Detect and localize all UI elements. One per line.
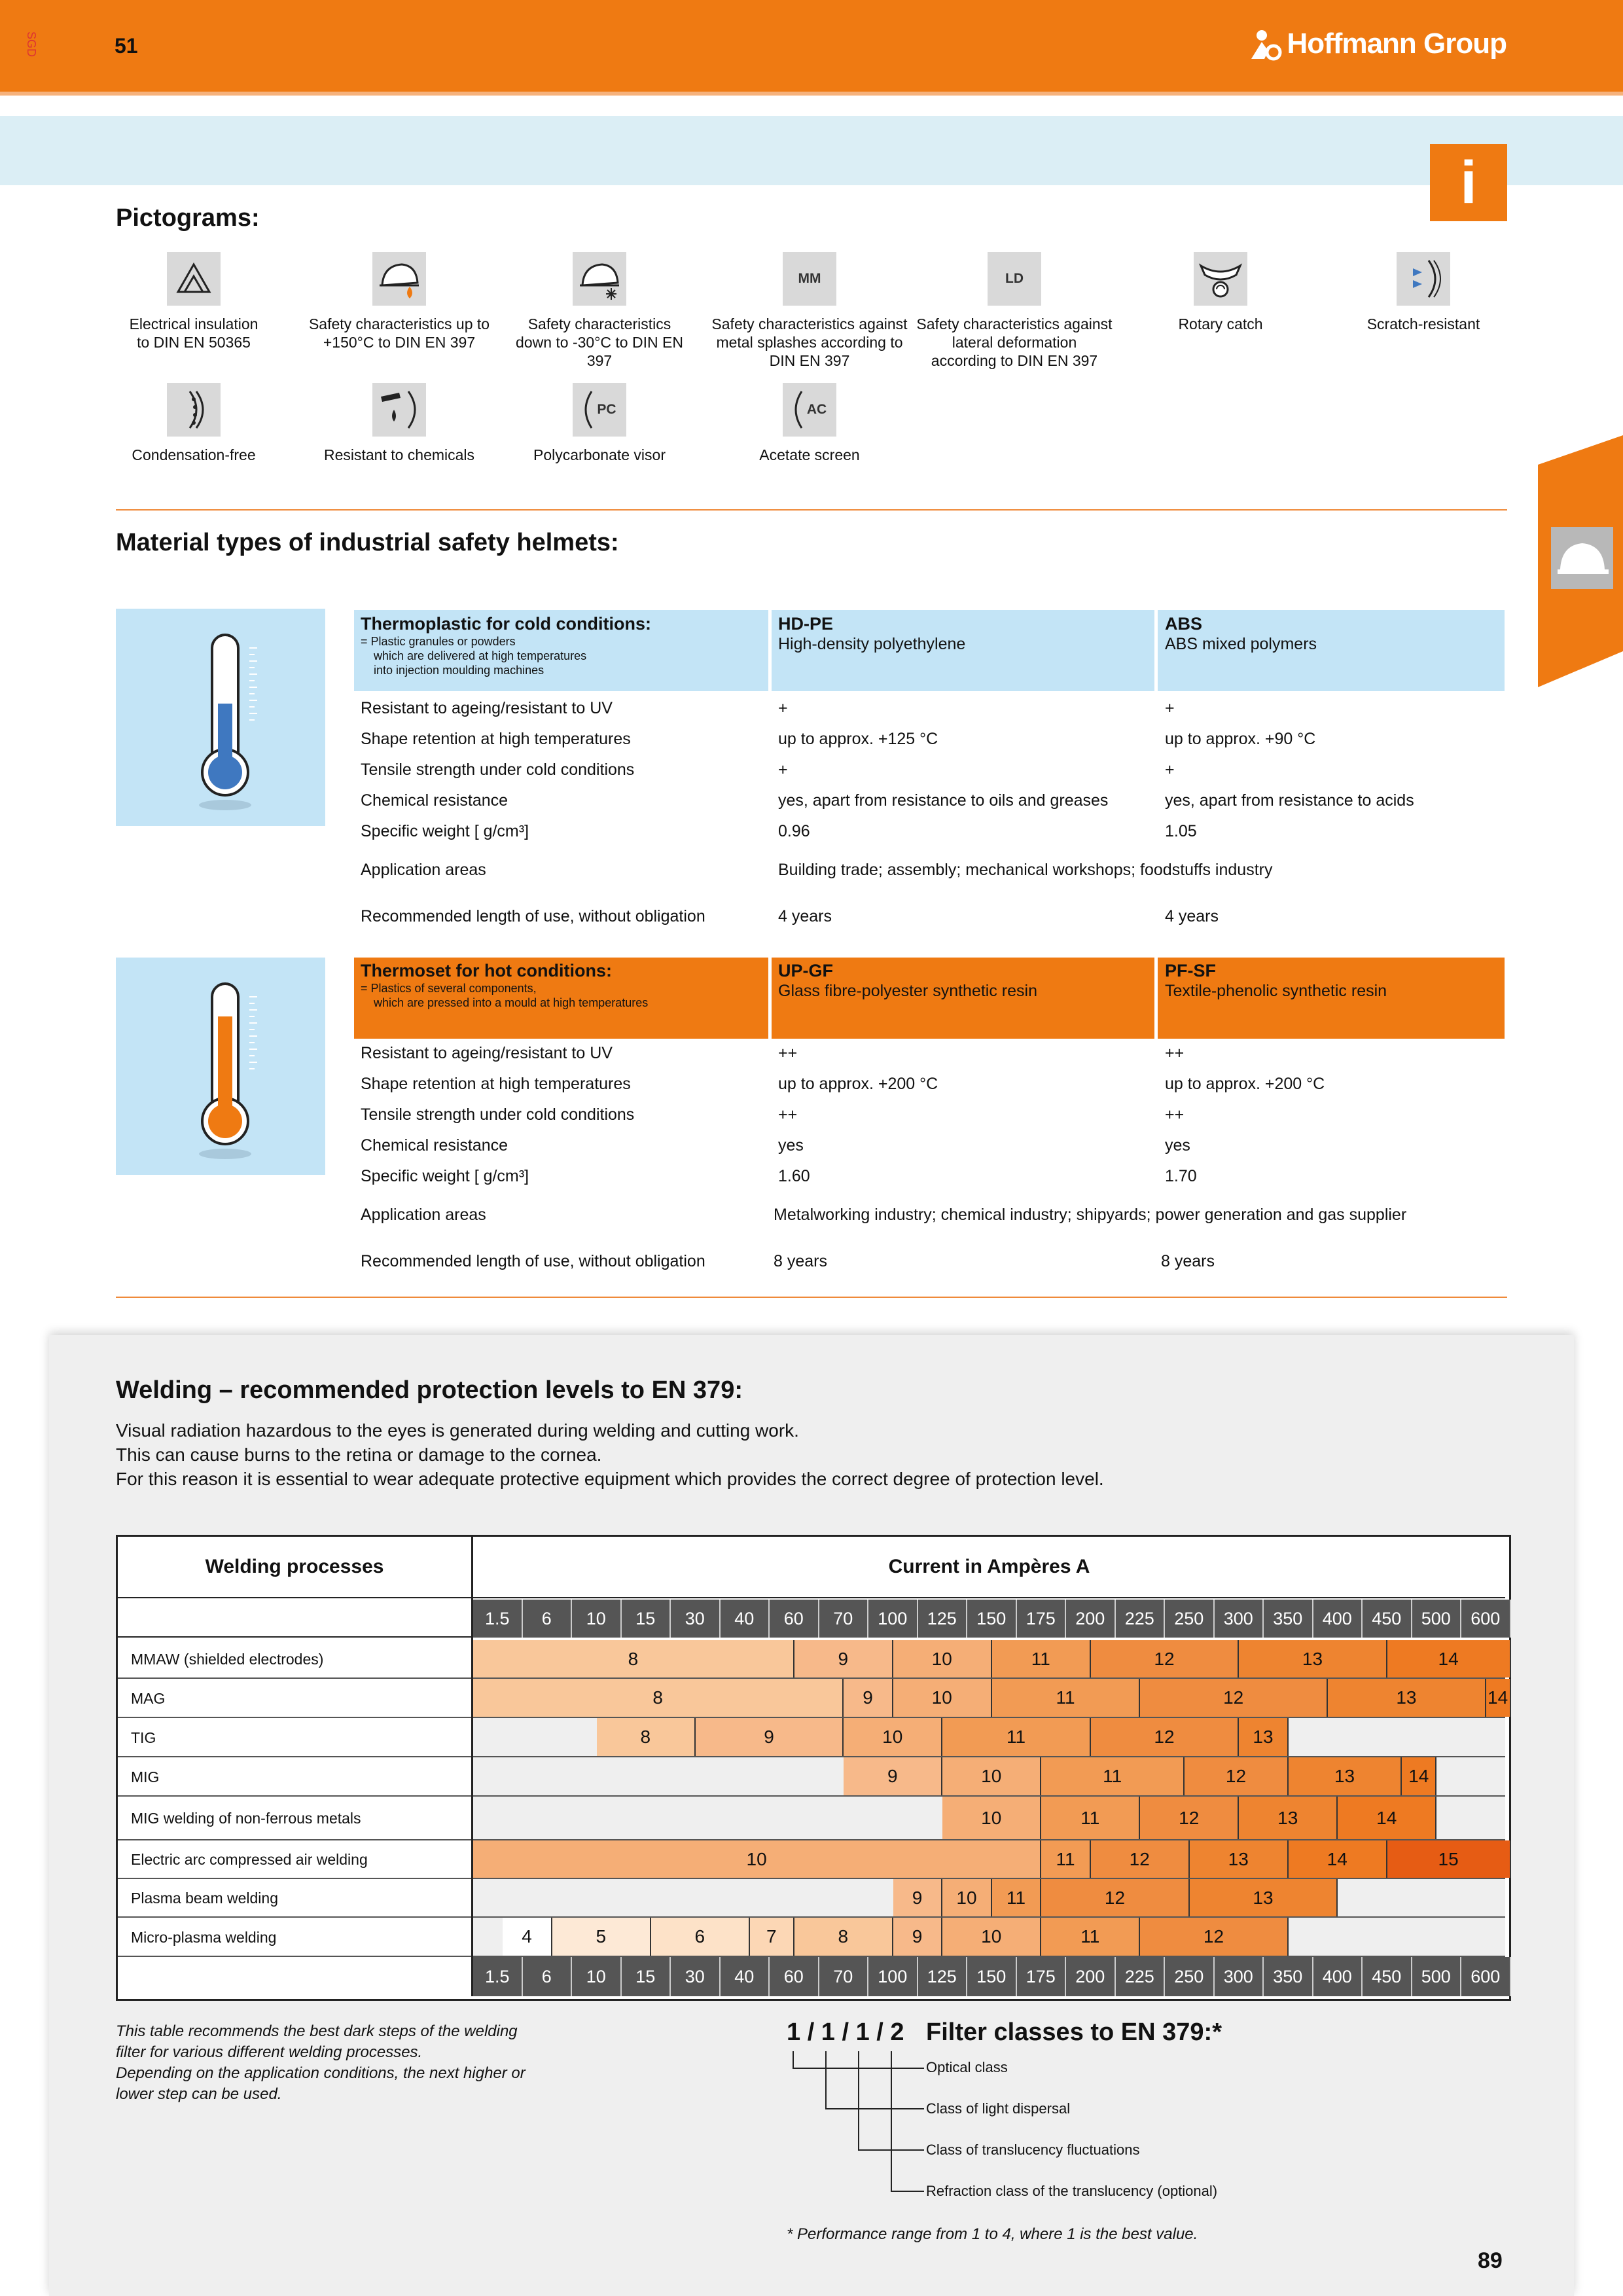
property-label: Shape retention at high temperatures — [361, 1075, 631, 1093]
electrical-insulation-icon — [167, 252, 221, 306]
current-tick-top: 15 — [622, 1600, 671, 1638]
process-name: MAG — [131, 1689, 166, 1707]
hoffmann-logo-icon — [1249, 29, 1283, 62]
protection-level-cell: 13 — [1239, 1718, 1289, 1756]
property-value: + — [778, 761, 788, 779]
current-tick-bottom: 200 — [1066, 1957, 1116, 1996]
current-tick-bottom: 300 — [1215, 1957, 1264, 1996]
property-value: yes, apart from resistance to acids — [1165, 791, 1414, 810]
filter-class-code: 1 / 1 / 1 / 2 — [787, 2018, 904, 2046]
section-divider — [116, 1297, 1507, 1298]
property-label: Shape retention at high temperatures — [361, 730, 631, 748]
property-label: Chemical resistance — [361, 1136, 508, 1155]
filter-class-item: Class of light dispersal — [926, 2100, 1071, 2117]
hot-heading: Thermoset for hot conditions: = Plastics of several components, which are pressed into a mould at high temperatures — [361, 961, 649, 1009]
current-tick-bottom: 40 — [721, 1957, 770, 1996]
current-tick-top: 40 — [721, 1600, 770, 1638]
pictogram-label: Safety characteristics against — [916, 315, 1113, 332]
current-tick-top: 500 — [1412, 1600, 1462, 1638]
usage-value: 8 years — [774, 1252, 827, 1270]
lateral-deformation-icon — [988, 252, 1041, 306]
protection-level-cell: 13 — [1190, 1840, 1289, 1878]
pictogram-label: Polycarbonate visor — [533, 446, 666, 463]
pictogram-item — [96, 383, 292, 464]
protection-level-cell: 13 — [1289, 1757, 1402, 1795]
chemical-resistant-icon — [372, 383, 426, 437]
pictogram-label: Condensation-free — [132, 446, 256, 463]
process-column-header: Welding processes — [118, 1537, 473, 1598]
thermometer-cold-icon — [116, 609, 325, 826]
hot-col2-header: PF-SF Textile-phenolic synthetic resin — [1165, 961, 1387, 1000]
protection-level-cell: 11 — [1041, 1757, 1185, 1795]
protection-level-cell: 10 — [893, 1679, 992, 1717]
table-note: This table recommends the best dark steps of the welding filter for various different welding processes. Depending on the application conditions, the next higher or lower step can be used. — [116, 2022, 526, 2103]
metal-splash-icon — [783, 252, 836, 306]
process-name: TIG — [131, 1729, 156, 1746]
protection-level-cell: 14 — [1387, 1640, 1511, 1677]
cold-col1-header: HD-PE High-density polyethylene — [778, 614, 966, 653]
property-label: Tensile strength under cold conditions — [361, 761, 635, 779]
property-value: + — [778, 699, 788, 717]
current-tick-top: 30 — [671, 1600, 721, 1638]
process-name: Electric arc compressed air welding — [131, 1851, 368, 1868]
pictogram-label: Rotary catch — [1178, 315, 1263, 332]
pictogram-code: LD — [1005, 271, 1024, 286]
pictogram-item — [301, 383, 497, 464]
protection-level-cell: 6 — [651, 1918, 750, 1956]
process-name: MIG welding of non-ferrous metals — [131, 1810, 361, 1827]
column-divider — [471, 1598, 473, 1957]
current-tick-top: 200 — [1066, 1600, 1116, 1638]
protection-level-cell: 8 — [794, 1918, 893, 1956]
property-value: ++ — [1165, 1105, 1185, 1124]
usage-value: 8 years — [1161, 1252, 1215, 1270]
protection-level-cell: 11 — [1041, 1918, 1140, 1956]
pictogram-item — [711, 383, 908, 464]
property-label: Specific weight [ g/cm³] — [361, 1167, 529, 1185]
pictogram-label: according to DIN EN 397 — [931, 352, 1098, 369]
current-tick-top: 250 — [1165, 1600, 1215, 1638]
pictogram-label: metal splashes according to — [716, 334, 903, 351]
info-icon: i — [1430, 144, 1507, 221]
pictogram-label: to DIN EN 50365 — [137, 334, 251, 351]
property-label: Specific weight [ g/cm³] — [361, 822, 529, 840]
protection-level-cell: 13 — [1239, 1797, 1338, 1839]
protection-level-cell: 12 — [1185, 1757, 1289, 1795]
pictogram-code: AC — [806, 402, 827, 417]
protection-level-cell: 11 — [942, 1718, 1091, 1756]
property-value: yes — [1165, 1136, 1190, 1155]
protection-level-cell: 13 — [1328, 1679, 1486, 1717]
current-tick-bottom: 250 — [1165, 1957, 1215, 1996]
protection-level-cell: 11 — [992, 1679, 1141, 1717]
protection-level-cell: 12 — [1091, 1718, 1240, 1756]
section-divider — [116, 509, 1507, 511]
property-value: + — [1165, 761, 1175, 779]
scratch-resistant-icon — [1397, 252, 1450, 306]
polycarbonate-visor-icon — [573, 383, 626, 437]
property-value: + — [1165, 699, 1175, 717]
protection-level-cell: 11 — [992, 1879, 1042, 1916]
current-tick-top: 225 — [1116, 1600, 1166, 1638]
pictogram-label: Safety characteristics up to — [308, 315, 490, 332]
filter-footnote: * Performance range from 1 to 4, where 1 is the best value. — [787, 2225, 1198, 2243]
current-tick-bottom: 400 — [1313, 1957, 1363, 1996]
property-label: Resistant to ageing/resistant to UV — [361, 699, 613, 717]
current-tick-bottom: 600 — [1461, 1957, 1511, 1996]
high-temperature-helmet-icon — [372, 252, 426, 306]
application-label: Application areas — [361, 861, 486, 879]
rotary-catch-icon — [1194, 252, 1247, 306]
protection-level-cell: 9 — [844, 1757, 942, 1795]
property-value: yes, apart from resistance to oils and greases — [778, 791, 1109, 810]
header-divider — [0, 92, 1623, 96]
current-tick-bottom: 60 — [770, 1957, 819, 1996]
current-tick-bottom: 175 — [1017, 1957, 1067, 1996]
tick-spacer-bottom — [118, 1957, 473, 1996]
process-name: Plasma beam welding — [131, 1890, 279, 1907]
welding-intro-line: This can cause burns to the retina or damage to the cornea. — [116, 1444, 602, 1465]
welding-protection-table — [116, 1535, 1511, 2001]
pictogram-code: MM — [798, 271, 821, 286]
current-tick-top: 300 — [1215, 1600, 1264, 1638]
current-tick-top: 600 — [1461, 1600, 1511, 1638]
current-tick-top: 10 — [572, 1600, 622, 1638]
protection-level-cell: 9 — [794, 1640, 893, 1677]
protection-level-cell: 10 — [942, 1879, 992, 1916]
pictogram-code: PC — [597, 402, 616, 417]
protection-level-cell: 10 — [473, 1840, 1041, 1878]
pictogram-label: Safety characteristics — [527, 315, 671, 332]
current-tick-top: 70 — [819, 1600, 869, 1638]
protection-level-cell: 12 — [1140, 1679, 1328, 1717]
current-tick-bottom: 150 — [967, 1957, 1017, 1996]
side-code: SGD — [25, 31, 38, 58]
protection-level-cell: 12 — [1091, 1840, 1190, 1878]
condensation-free-icon — [167, 383, 221, 437]
filter-class-title: Filter classes to EN 379:* — [926, 2018, 1222, 2046]
protection-level-cell: 10 — [844, 1718, 942, 1756]
pictogram-label: Safety characteristics against — [711, 315, 908, 332]
pictogram-item — [711, 252, 908, 370]
materials-title: Material types of industrial safety helmets: — [116, 529, 619, 556]
process-name: MIG — [131, 1768, 160, 1785]
pictogram-item — [1325, 252, 1522, 333]
welding-title: Welding – recommended protection levels to EN 379: — [116, 1376, 743, 1404]
protection-level-cell: 14 — [1289, 1840, 1387, 1878]
usage-label: Recommended length of use, without obligation — [361, 907, 705, 925]
current-tick-bottom: 225 — [1116, 1957, 1166, 1996]
filter-class-item: Class of translucency fluctuations — [926, 2142, 1140, 2158]
helmet-category-tab[interactable] — [1538, 435, 1623, 687]
protection-level-cell: 13 — [1239, 1640, 1387, 1677]
protection-level-cell: 13 — [1190, 1879, 1338, 1916]
pictogram-item — [301, 252, 497, 351]
protection-level-cell: 8 — [597, 1718, 696, 1756]
application-label: Application areas — [361, 1206, 486, 1224]
protection-level-cell: 12 — [1091, 1640, 1240, 1677]
protection-level-cell: 11 — [1041, 1840, 1091, 1878]
usage-value: 4 years — [1165, 907, 1219, 925]
current-tick-bottom: 30 — [671, 1957, 721, 1996]
current-tick-bottom: 1.5 — [473, 1957, 523, 1996]
cold-thermometer-panel — [116, 609, 325, 826]
protection-level-cell: 10 — [942, 1918, 1041, 1956]
current-tick-bottom: 10 — [572, 1957, 622, 1996]
protection-level-cell: 14 — [1402, 1757, 1436, 1795]
filter-class-connector — [785, 2049, 929, 2206]
pictogram-label: DIN EN 397 — [769, 352, 850, 369]
thermometer-hot-icon — [116, 958, 325, 1175]
current-tick-top: 350 — [1264, 1600, 1313, 1638]
property-value: up to approx. +200 °C — [778, 1075, 938, 1093]
pictogram-item — [501, 252, 698, 370]
protection-level-cell: 8 — [473, 1640, 794, 1677]
property-value: yes — [778, 1136, 804, 1155]
current-tick-top: 400 — [1313, 1600, 1363, 1638]
pictogram-label: Scratch-resistant — [1366, 315, 1480, 332]
protection-level-cell: 9 — [696, 1718, 844, 1756]
current-tick-top: 150 — [967, 1600, 1017, 1638]
current-tick-bottom: 6 — [523, 1957, 573, 1996]
low-temperature-helmet-icon — [573, 252, 626, 306]
pictogram-label: lateral deformation — [952, 334, 1077, 351]
protection-level-cell: 14 — [1338, 1797, 1436, 1839]
protection-level-cell: 12 — [1041, 1879, 1190, 1916]
welding-intro-line: Visual radiation hazardous to the eyes is generated during welding and cutting work. — [116, 1420, 799, 1441]
current-tick-top: 175 — [1017, 1600, 1067, 1638]
property-label: Chemical resistance — [361, 791, 508, 810]
pictogram-item — [916, 252, 1113, 370]
pictogram-label: +150°C to DIN EN 397 — [323, 334, 476, 351]
pictogram-item — [501, 383, 698, 464]
application-value: Metalworking industry; chemical industry; shipyards; power generation and gas supplier — [774, 1206, 1407, 1224]
protection-level-cell: 10 — [942, 1797, 1041, 1839]
property-value: ++ — [778, 1044, 798, 1062]
current-tick-top: 1.5 — [473, 1600, 523, 1638]
current-tick-bottom: 70 — [819, 1957, 869, 1996]
current-tick-top: 6 — [523, 1600, 573, 1638]
brand-logo — [1249, 27, 1507, 62]
protection-level-cell: 9 — [893, 1879, 943, 1916]
cold-col2-header: ABS ABS mixed polymers — [1165, 614, 1317, 653]
pictogram-label: Electrical insulation — [129, 315, 259, 332]
current-tick-bottom: 500 — [1412, 1957, 1462, 1996]
current-tick-bottom: 125 — [918, 1957, 968, 1996]
current-tick-bottom: 350 — [1264, 1957, 1313, 1996]
cold-heading: Thermoplastic for cold conditions: = Plastic granules or powders which are delivered at high temperatures into injection moulding machines — [361, 614, 652, 677]
current-column-header: Current in Ampères A — [473, 1537, 1505, 1598]
property-value: up to approx. +125 °C — [778, 730, 938, 748]
pictogram-label: down to -30°C to DIN EN 397 — [516, 334, 683, 369]
protection-level-cell: 7 — [750, 1918, 794, 1956]
property-value: up to approx. +200 °C — [1165, 1075, 1325, 1093]
protection-level-cell: 14 — [1486, 1679, 1511, 1717]
usage-value: 4 years — [778, 907, 832, 925]
page-number: 89 — [1478, 2248, 1503, 2273]
current-tick-top: 100 — [868, 1600, 918, 1638]
application-value: Building trade; assembly; mechanical workshops; foodstuffs industry — [778, 861, 1273, 879]
pictogram-item — [1122, 252, 1319, 333]
property-value: 0.96 — [778, 822, 810, 840]
process-name: Micro-plasma welding — [131, 1928, 277, 1946]
brand-name: Hoffmann Group — [1287, 27, 1507, 60]
protection-level-cell: 5 — [552, 1918, 651, 1956]
usage-label: Recommended length of use, without obligation — [361, 1252, 705, 1270]
current-tick-bottom: 15 — [622, 1957, 671, 1996]
property-value: 1.05 — [1165, 822, 1197, 840]
property-value: 1.60 — [778, 1167, 810, 1185]
pictogram-item — [96, 252, 292, 351]
welding-intro-line: For this reason it is essential to wear adequate protective equipment which provides the correct degree of protection level. — [116, 1469, 1104, 1489]
current-tick-top: 125 — [918, 1600, 968, 1638]
current-tick-bottom: 450 — [1363, 1957, 1412, 1996]
hot-thermometer-panel — [116, 958, 325, 1175]
protection-level-cell: 12 — [1140, 1797, 1239, 1839]
pictogram-label: Resistant to chemicals — [323, 446, 475, 463]
protection-level-cell: 10 — [893, 1640, 992, 1677]
pictogram-label: Acetate screen — [759, 446, 860, 463]
protection-level-cell: 11 — [1041, 1797, 1140, 1839]
protection-level-cell: 15 — [1387, 1840, 1511, 1878]
filter-class-item: Refraction class of the translucency (optional) — [926, 2183, 1218, 2199]
pictograms-title: Pictograms: — [116, 204, 260, 232]
catalog-page-number: 51 — [115, 34, 138, 58]
protection-level-cell: 12 — [1140, 1918, 1289, 1956]
protection-level-cell: 9 — [893, 1918, 943, 1956]
section-band — [0, 116, 1623, 185]
protection-level-cell: 10 — [942, 1757, 1041, 1795]
property-label: Resistant to ageing/resistant to UV — [361, 1044, 613, 1062]
protection-level-cell: 9 — [844, 1679, 893, 1717]
protection-level-cell: 4 — [503, 1918, 552, 1956]
tick-spacer-top — [118, 1598, 473, 1638]
property-label: Tensile strength under cold conditions — [361, 1105, 635, 1124]
acetate-screen-icon — [783, 383, 836, 437]
protection-level-cell: 11 — [992, 1640, 1091, 1677]
filter-class-item: Optical class — [926, 2059, 1008, 2075]
property-value: ++ — [1165, 1044, 1185, 1062]
current-tick-bottom: 100 — [868, 1957, 918, 1996]
current-tick-top: 60 — [770, 1600, 819, 1638]
protection-level-cell: 8 — [473, 1679, 844, 1717]
current-tick-top: 450 — [1363, 1600, 1412, 1638]
process-name: MMAW (shielded electrodes) — [131, 1651, 324, 1668]
property-value: up to approx. +90 °C — [1165, 730, 1316, 748]
property-value: ++ — [778, 1105, 798, 1124]
hot-col1-header: UP-GF Glass fibre-polyester synthetic resin — [778, 961, 1037, 1000]
property-value: 1.70 — [1165, 1167, 1197, 1185]
